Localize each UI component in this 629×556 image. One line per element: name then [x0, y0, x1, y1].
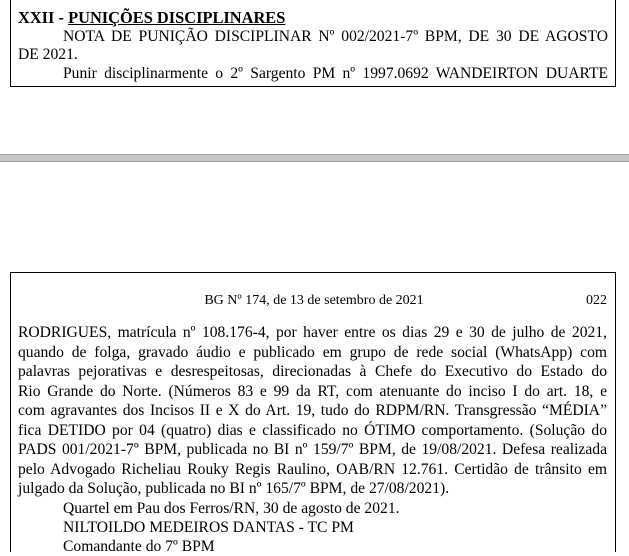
section-heading	[18, 8, 285, 28]
body-line: PADS 001/2021-7º BPM, publicada no BI nº 159/7º BPM, de 19/08/2021. Defesa realizada	[18, 441, 607, 458]
punishment-text-start: Punir disciplinarmente o 2º Sargento PM nº 1997.0692 WANDEIRTON DUARTE	[63, 65, 608, 82]
body-line: com agravantes dos Incisos II e X do Art. 19, tudo do RDPM/RN. Transgressão “MÉDIA”	[18, 402, 607, 419]
bottom-document-box	[10, 272, 616, 555]
top-document-box	[10, 0, 616, 87]
page-number: 022	[586, 293, 607, 308]
signer-name: NILTOILDO MEDEIROS DANTAS - TC PM	[63, 519, 354, 536]
body-line: quando de folga, gravado áudio e publicado em grupo de rede social (WhatsApp) com	[18, 344, 607, 361]
signer-role: Comandante do 7º BPM	[63, 538, 215, 555]
punishment-note-title-continued: DE 2021.	[18, 46, 78, 63]
body-line: palavras pejorativas e desrespeitosas, direcionadas à Chefe do Executivo do Estado do	[18, 363, 607, 380]
body-line: RODRIGUES, matrícula nº 108.176-4, por haver entre os dias 29 e 30 de julho de 2021,	[18, 324, 607, 341]
body-line: pelo Advogado Richeliau Rouky Regis Raulino, OAB/RN 12.761. Certidão de trânsito em	[18, 461, 607, 478]
body-line: Rio Grande do Norte. (Números 83 e 99 da RT, com atenuante do inciso I do art. 18, e	[18, 383, 607, 400]
body-line: fica DETIDO por 04 (quatro) dias e classificado no ÓTIMO comportamento. (Solução do	[18, 422, 607, 439]
section-heading-number: XXII -	[18, 8, 64, 27]
section-heading-title: PUNIÇÕES DISCIPLINARES	[68, 8, 286, 27]
place-date: Quartel em Pau dos Ferros/RN, 30 de agosto de 2021.	[63, 500, 400, 517]
bulletin-header: BG Nº 174, de 13 de setembro de 2021	[204, 293, 424, 308]
punishment-note-title: NOTA DE PUNIÇÃO DISCIPLINAR Nº 002/2021-7º BPM, DE 30 DE AGOSTO	[63, 28, 608, 45]
page-separator	[0, 154, 629, 162]
body-line: julgado da Solução, publicada no BI nº 165/7º BPM, de 27/08/2021).	[18, 480, 450, 497]
